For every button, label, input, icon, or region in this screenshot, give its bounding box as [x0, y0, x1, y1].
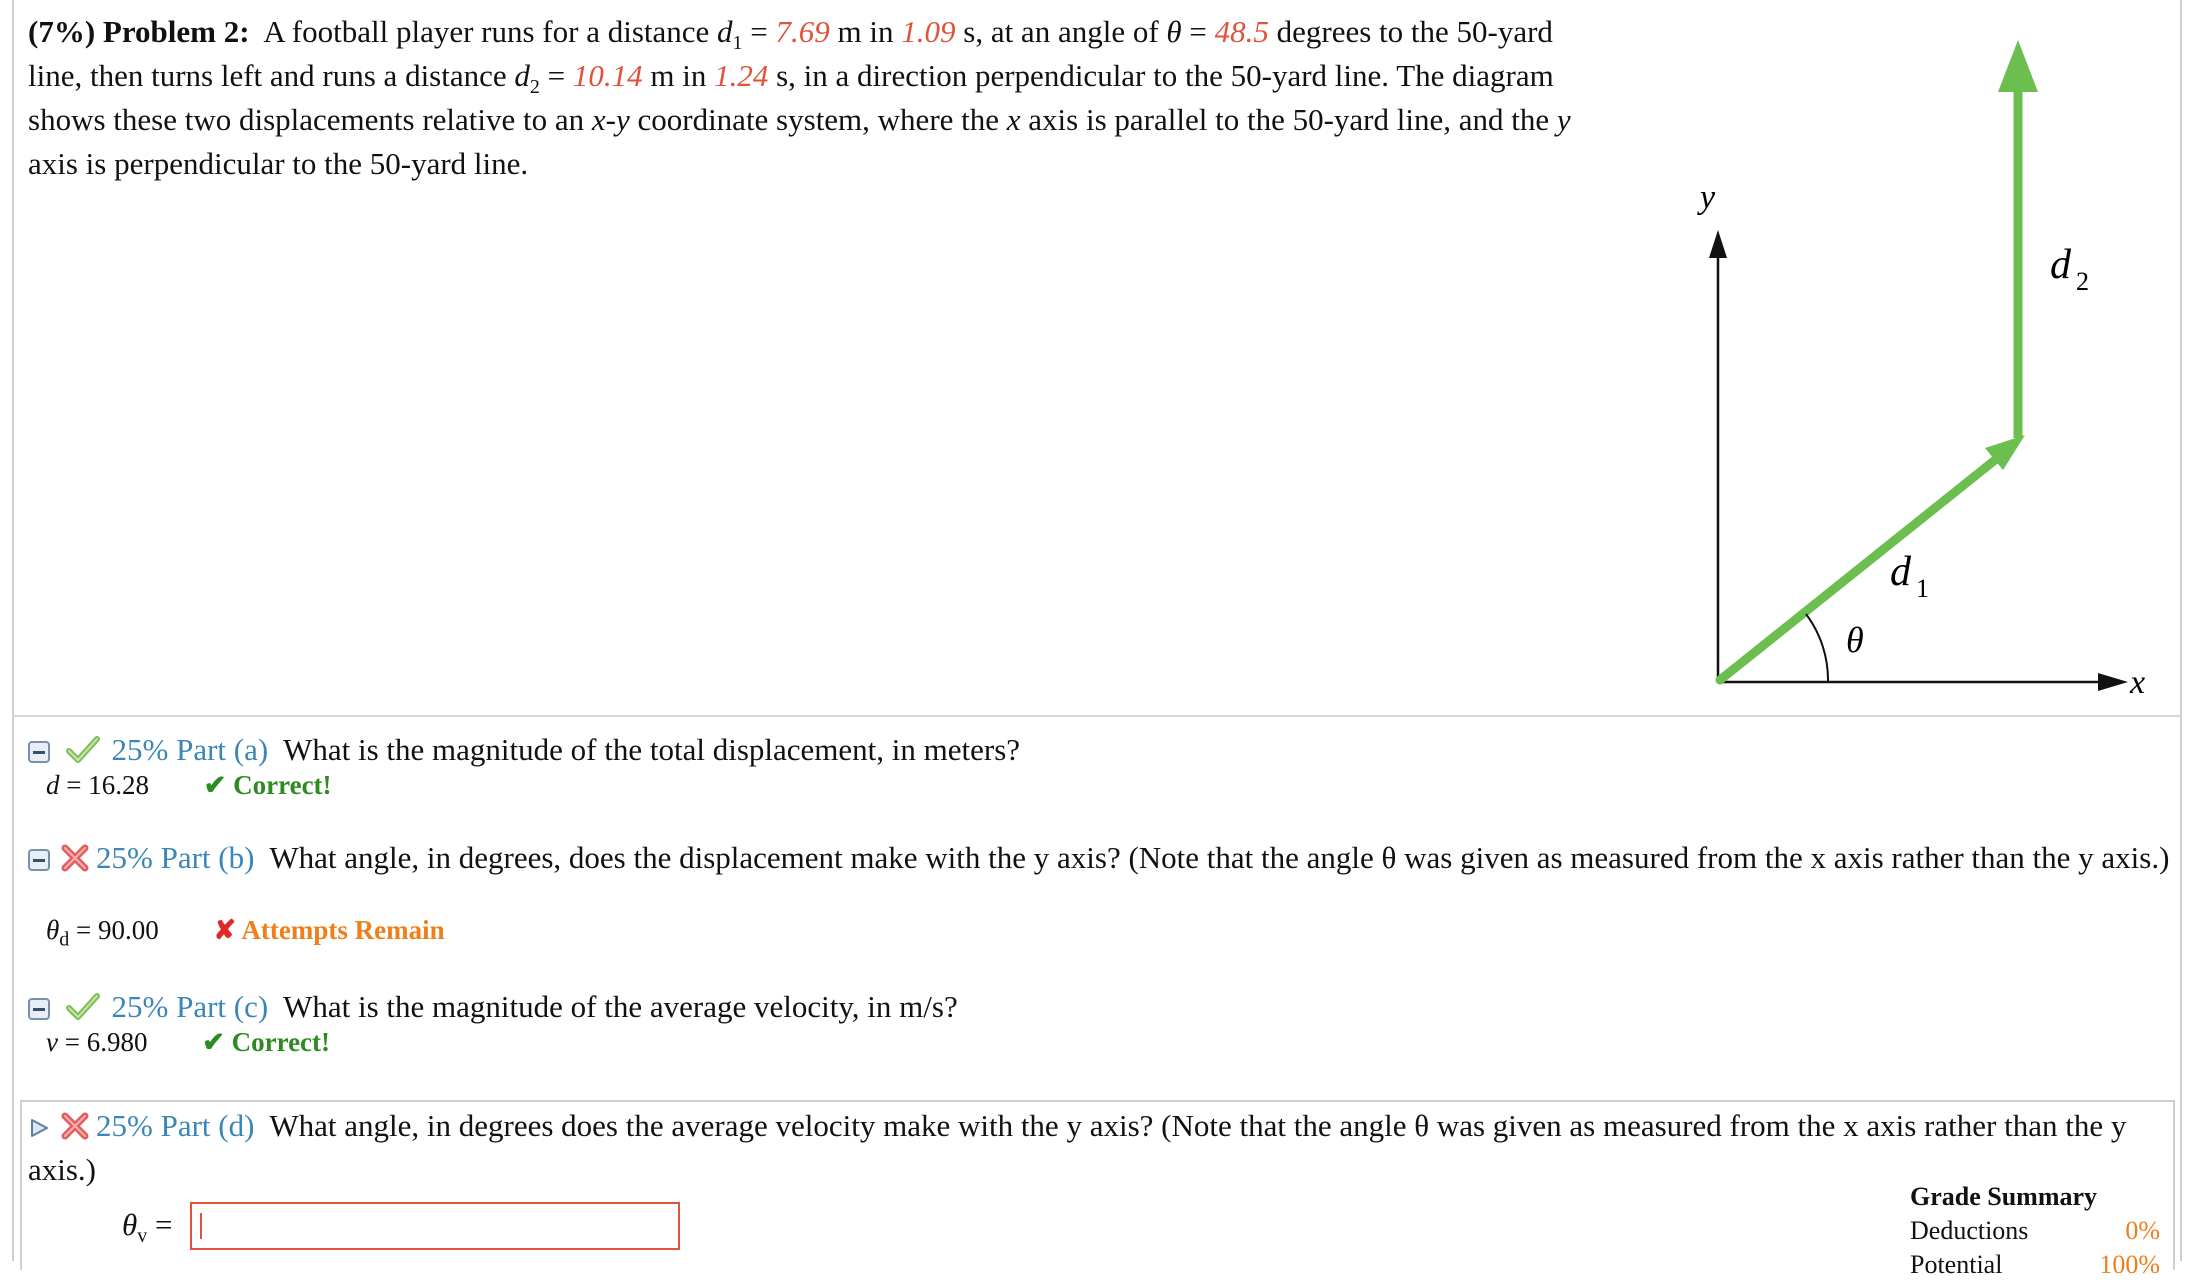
attempts-text: Attempts Remain — [241, 915, 445, 945]
part-d-label[interactable]: Part (d) — [160, 1108, 255, 1143]
d1-sub: 1 — [732, 32, 743, 55]
y-axis-arrowhead — [1709, 230, 1727, 258]
problem-text: axis is perpendicular to the 50-yard line. — [28, 146, 529, 181]
problem-label: Problem 2: — [102, 14, 250, 49]
d1-value: 7.69 — [775, 14, 830, 49]
answer-sub: v — [137, 1225, 148, 1248]
incorrect-x-icon — [58, 1111, 92, 1141]
deductions-row — [1910, 1214, 2160, 1248]
part-c-percent: 25% — [111, 989, 169, 1024]
theta-value: 48.5 — [1214, 14, 1269, 49]
equals: = — [539, 58, 573, 93]
part-c-header — [28, 985, 958, 1029]
answer-symbol: θ — [122, 1207, 138, 1242]
deductions-value: 0% — [2125, 1216, 2160, 1245]
x-mark: ✘ — [213, 915, 237, 945]
answer-equals: = — [147, 1207, 173, 1242]
expand-play-icon[interactable] — [28, 1117, 50, 1139]
part-c — [28, 985, 958, 1029]
theta-symbol: θ — [1166, 14, 1182, 49]
part-b-label[interactable]: Part (b) — [160, 840, 255, 875]
problem-text: degrees to the 50-yard line, then turns left and runs a distance — [28, 14, 1553, 93]
answer-symbol: d — [46, 770, 60, 800]
problem-statement — [28, 10, 1588, 186]
part-d — [28, 1104, 2168, 1192]
x-axis-label: x — [2130, 664, 2146, 701]
part-b-question: What angle, in degrees, does the displacement make with the y axis? (Note that the angle θ was given as measured from the x axis rather than the y axis.) — [269, 840, 2170, 875]
attempts-status — [214, 915, 445, 945]
d1-label-sub: 1 — [1916, 574, 1929, 603]
part-d-answer-label — [122, 1207, 173, 1248]
equals: = — [1181, 14, 1215, 49]
part-a-percent: 25% — [111, 732, 169, 767]
part-d-percent: 25% — [96, 1108, 153, 1143]
x-axis-arrowhead — [2098, 673, 2128, 691]
part-c-answer — [46, 1024, 330, 1060]
part-b — [28, 836, 2178, 880]
part-b-percent: 25% — [96, 840, 153, 875]
answer-symbol: θ — [46, 915, 60, 945]
part-a — [28, 728, 1020, 772]
displacement-diagram — [1600, 20, 2180, 720]
d1-label: d — [1890, 549, 1911, 595]
problem-text: s, at an angle of — [955, 14, 1167, 49]
y-symbol: y — [1556, 102, 1571, 137]
part-a-answer — [46, 767, 332, 803]
problem-text: axis is parallel to the 50-yard line, and the — [1020, 102, 1557, 137]
part-c-label[interactable]: Part (c) — [176, 989, 269, 1024]
d2-label-sub: 2 — [2076, 267, 2089, 296]
correct-check-icon — [66, 992, 100, 1022]
incorrect-x-icon — [58, 843, 92, 873]
d2-sub: 2 — [529, 76, 540, 99]
answer-value: = 90.00 — [69, 915, 159, 945]
t1-value: 1.09 — [901, 14, 956, 49]
part-b-answer — [46, 912, 445, 951]
answer-value: = 6.980 — [57, 1027, 148, 1057]
grade-summary-title: Grade Summary — [1910, 1182, 2098, 1211]
answer-symbol: v — [46, 1027, 58, 1057]
text-caret — [200, 1213, 202, 1239]
d2-label: d — [2050, 242, 2071, 288]
answer-input[interactable] — [190, 1202, 680, 1250]
correct-status: ✔ Correct! — [202, 1027, 331, 1057]
xy-label: x-y — [591, 102, 630, 137]
collapse-icon[interactable] — [28, 998, 50, 1020]
theta-label: θ — [1846, 620, 1864, 660]
d2-arrowhead — [1998, 40, 2038, 92]
answer-sub: d — [59, 928, 70, 951]
problem-text: m in — [829, 14, 902, 49]
problem-text: A football player runs for a distance — [263, 14, 710, 49]
answer-value: = 16.28 — [59, 770, 149, 800]
d1-symbol: d — [717, 14, 733, 49]
d2-symbol: d — [514, 58, 530, 93]
theta-arc — [1806, 614, 1828, 682]
y-axis-label: y — [1700, 179, 1716, 216]
deductions-label: Deductions — [1910, 1216, 2029, 1245]
potential-label: Potential — [1910, 1250, 2003, 1279]
problem-text: m in — [642, 58, 715, 93]
correct-check-icon — [66, 735, 100, 765]
x-symbol: x — [1006, 102, 1021, 137]
grade-summary — [1910, 1180, 2160, 1282]
part-a-label[interactable]: Part (a) — [176, 732, 269, 767]
correct-status: ✔ Correct! — [203, 770, 332, 800]
equals: = — [742, 14, 776, 49]
d2-value: 10.14 — [572, 58, 643, 93]
potential-value: 100% — [2099, 1250, 2160, 1279]
collapse-icon[interactable] — [28, 741, 50, 763]
part-c-question: What is the magnitude of the average velocity, in m/s? — [283, 989, 958, 1024]
problem-weight: (7%) — [28, 14, 96, 49]
part-a-question: What is the magnitude of the total displacement, in meters? — [283, 732, 1021, 767]
t2-value: 1.24 — [714, 58, 769, 93]
collapse-icon[interactable] — [28, 849, 50, 871]
part-a-header — [28, 728, 1020, 772]
potential-row — [1910, 1248, 2160, 1282]
part-d-question: What angle, in degrees does the average velocity make with the y axis? (Note that the angle θ was given as measured from the x axis rather than the y axis.) — [28, 1108, 2127, 1187]
problem-text: s, in a direction perpendicular to the 50-yard line. The diagram shows these two displacements relative to an — [28, 58, 1554, 137]
problem-text: coordinate system, where the — [629, 102, 1007, 137]
